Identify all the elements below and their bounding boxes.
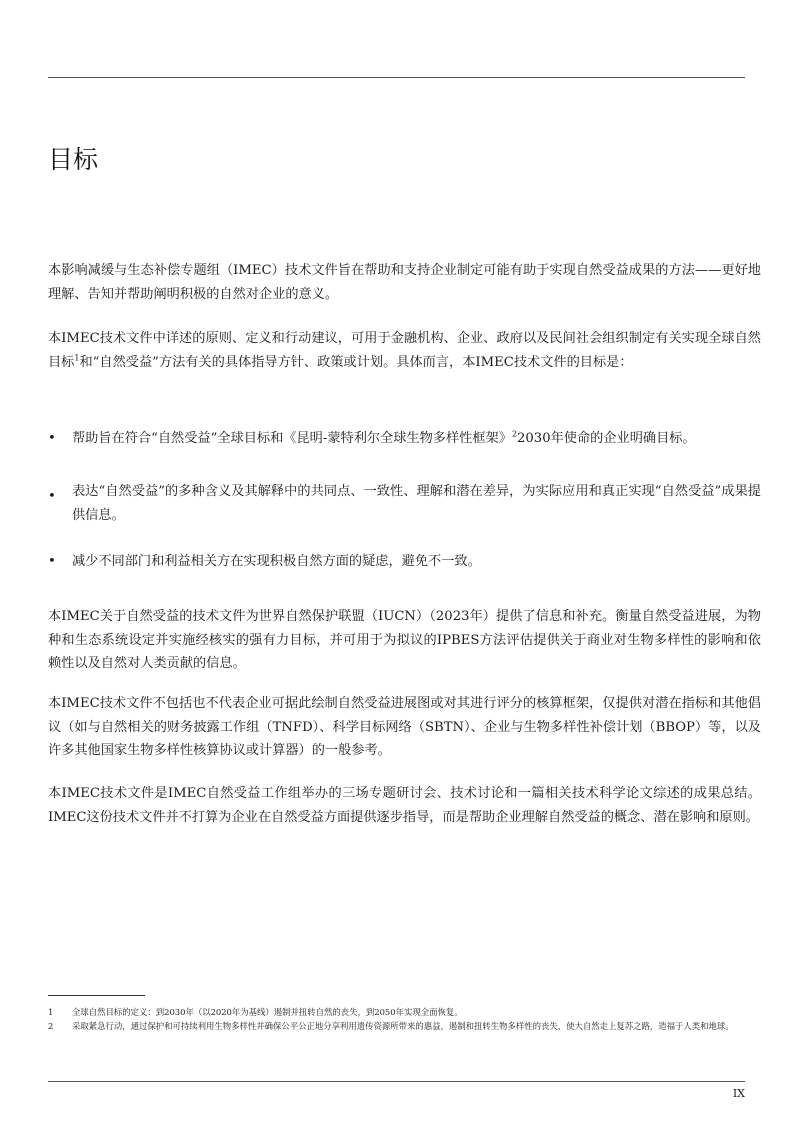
footer-rule [48,1081,745,1082]
page-number: IX [732,1087,745,1100]
bullet-item [48,550,761,574]
bullet-icon: • [48,554,56,569]
bullet-text: 表达“自然受益”的多种含义及其解释中的共同点、一致性、理解和潜在差异，为实际应用和真正实现“自然受益”成果提供信息。 [72,484,761,523]
footnote-ref-1[interactable]: 1 [74,353,80,363]
paragraph-iucn: 本IMEC关于自然受益的技术文件为世界自然保护联盟（IUCN）（2023年）提供了信息和补充。衡量自然受益进展，为物种和生态系统设定并实施经核实的强有力目标，并可用于为拟议的IPBES方法评估提供关于商业对生物多样性的影响和依赖性以及自然对人类贡献的信息。 [48,609,761,671]
footnote-text: 全球自然目标的定义：到2030年（以2020年为基线）遏制并扭转自然的丧失，到2050年实现全面恢复。 [72,1007,463,1017]
header-rule [48,77,745,78]
paragraph-usage [48,327,761,374]
bullet-icon: • [48,431,56,446]
footnote-1 [48,1006,761,1019]
footnote-ref-2[interactable]: 2 [511,429,518,439]
footnote-number: 1 [48,1007,54,1017]
footnote-rule [48,995,145,996]
paragraph-usage-part1: 本IMEC技术文件中详述的原则、定义和行动建议，可用于金融机构、企业、政府以及民间社会组织制定有关实现全球自然目标 [48,331,761,370]
page-title: 目标 [48,145,99,174]
paragraph-summary: 本IMEC技术文件是IMEC自然受益工作组举办的三场专题研讨会、技术讨论和一篇相关技术科学论文综述的成果总结。IMEC这份技术文件并不打算为企业在自然受益方面提供逐步指导，而是帮助企业理解自然受益的概念、潜在影响和原则。 [48,786,761,825]
bullet-icon: • [48,489,56,504]
paragraph-usage-part2: 和“自然受益”方法有关的具体指导方针、政策或计划。具体而言，本IMEC技术文件的目标是： [79,354,633,370]
paragraph-scope: 本IMEC技术文件不包括也不代表企业可据此绘制自然受益进展图或对其进行评分的核算框架，仅提供对潜在指标和其他倡议（如与自然相关的财务披露工作组（TNFD）、科学目标网络（SBTN）、企业与生物多样性补偿计划（BBOP）等，以及许多其他国家生物多样性核算协议或计算器）的一般参考。 [48,696,761,758]
bullet-text-cont: 2030年使命的企业明确目标。 [517,431,696,446]
footnote-2 [48,1020,761,1033]
bullet-text: 减少不同部门和利益相关方在实现积极自然方面的疑虑，避免不一致。 [72,554,481,569]
footnote-text: 采取紧急行动，通过保护和可持续利用生物多样性并确保公平公正地分享利用遗传资源所带来的惠益，遏制和扭转生物多样性的丧失，使大自然走上复苏之路，造福于人类和地球。 [72,1021,734,1031]
paragraph-intro: 本影响减缓与生态补偿专题组（IMEC）技术文件旨在帮助和支持企业制定可能有助于实现自然受益成果的方法——更好地理解、告知并帮助阐明积极的自然对企业的意义。 [48,263,761,302]
bullet-item [48,427,761,451]
bullet-text: 帮助旨在符合“自然受益”全球目标和《昆明-蒙特利尔全球生物多样性框架》 [72,431,512,446]
bullet-item [48,480,761,527]
footnote-number: 2 [48,1021,54,1031]
